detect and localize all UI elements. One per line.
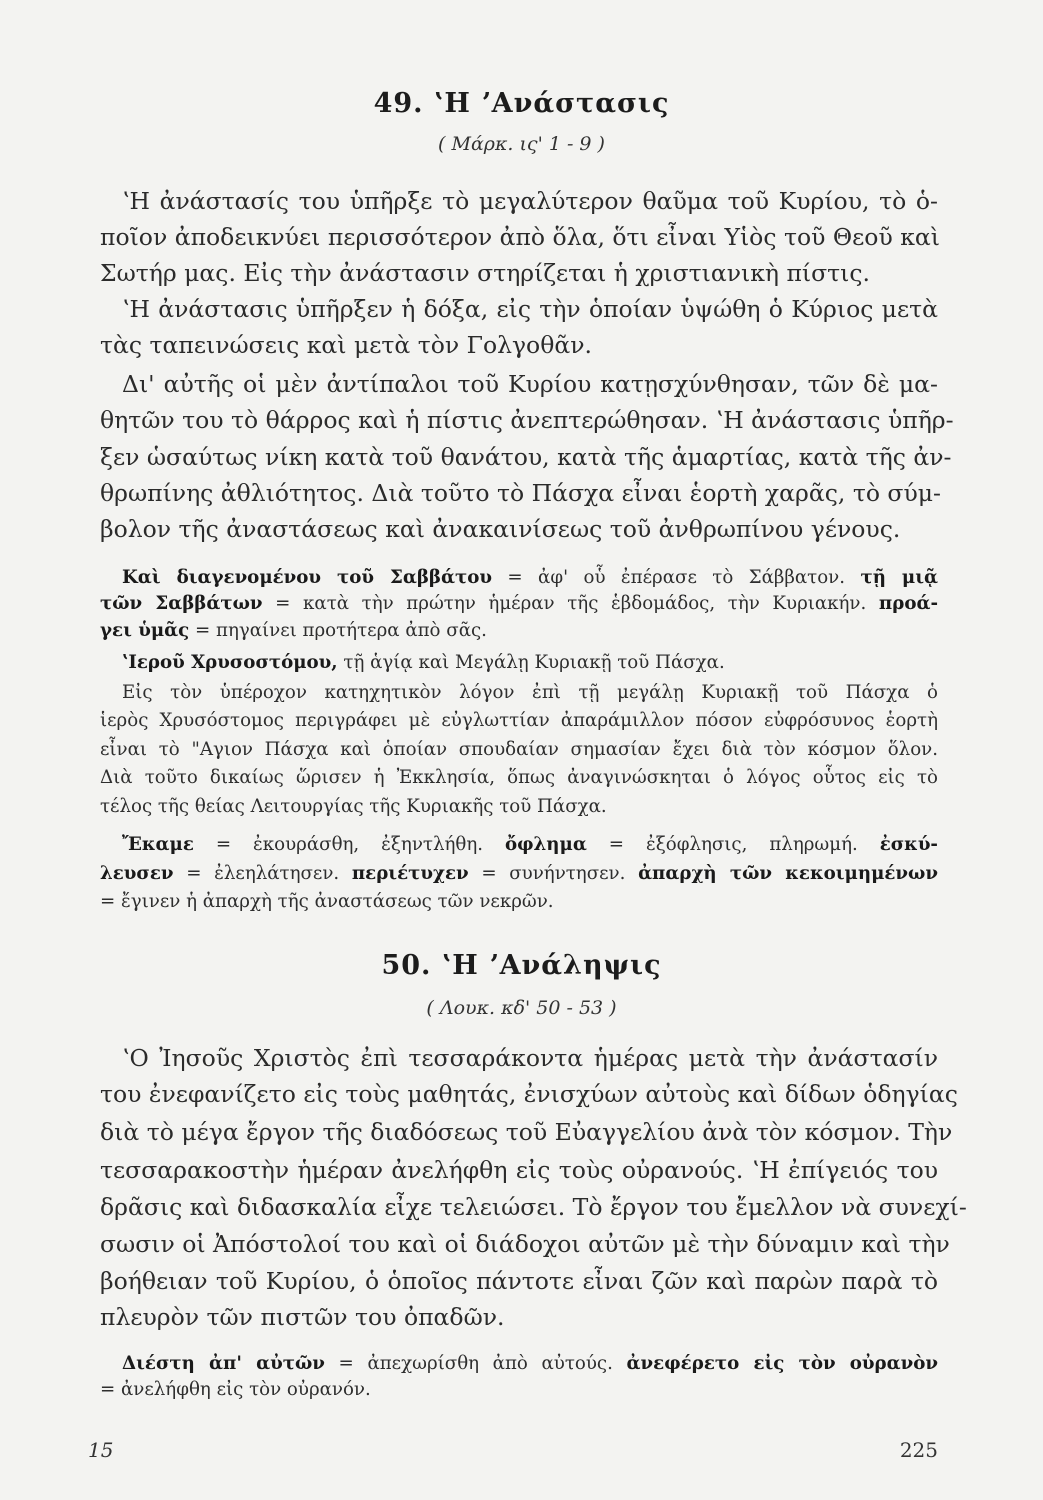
paragraph-line: ποῖον ἀποδεικνύει περισσότερον ἀπὸ ὅλα, ὅτι εἶναι Υἱὸς τοῦ Θεοῦ καὶ [100, 223, 940, 251]
note-line [122, 1352, 938, 1376]
note-definition: = ἀφ' οὗ ἐπέρασε τὸ Σάββατον. [491, 567, 846, 588]
section-50-title: 50. ʽΗ ʼΑνάληψις [381, 950, 662, 981]
paragraph-line: σωσιν οἱ Ἀπόστολοί του καὶ οἱ διάδοχοι αὐτῶν μὲ τὴν δύναμιν καὶ τὴν [100, 1230, 950, 1258]
note-term: ἀνεφέρετο εἰς τὸν οὐρανὸν [626, 1353, 938, 1374]
note-definition: = πηγαίνει προτήτερα ἀπὸ σᾶς. [189, 620, 487, 641]
page-number: 225 [899, 1438, 938, 1462]
note-definition: = ἐξόφλησις, πληρωμή. [586, 834, 880, 855]
note-line [100, 619, 938, 643]
note-line: ἱερὸς Χρυσόστομος περιγράφει μὲ εὐγλωττίαν ἀπαράμιλλον πόσον εὐφρόσυνος ἑορτὴ [100, 710, 938, 731]
note-term: ʽΙεροῦ Χρυσοστόμου, [122, 652, 338, 673]
paragraph-line: ʽΗ ἀνάστασις ὑπῆρξεν ἡ δόξα, εἰς τὴν ὁποίαν ὑψώθη ὁ Κύριος μετὰ [122, 295, 938, 323]
note-term: Ἔκαμε [122, 834, 194, 855]
paragraph-line: τὰς ταπεινώσεις καὶ μετὰ τὸν Γολγοθᾶν. [100, 331, 592, 359]
note-line: Εἰς τὸν ὑπέροχον κατηχητικὸν λόγον ἐπὶ τῇ μεγάλῃ Κυριακῇ τοῦ Πάσχα ὁ [122, 682, 938, 703]
paragraph-line: του ἐνεφανίζετο εἰς τοὺς μαθητάς, ἐνισχύων αὐτοὺς καὶ δίδων ὁδηγίας [100, 1080, 958, 1108]
note-term: περιέτυχεν [351, 863, 469, 884]
paragraph-line: πλευρὸν τῶν πιστῶν του ὀπαδῶν. [100, 1303, 505, 1331]
paragraph-line: τεσσαρακοστὴν ἡμέραν ἀνελήφθη εἰς τοὺς οὐρανούς. ʽΗ ἐπίγειός του [100, 1156, 938, 1184]
note-term: τῇ μιᾷ [860, 567, 938, 588]
paragraph-line: δρᾶσις καὶ διδασκαλία εἶχε τελειώσει. Τὸ ἔργον του ἔμελλον νὰ συνεχί- [100, 1193, 967, 1221]
note-definition: = ἐλεηλάτησεν. [173, 863, 352, 884]
paragraph-line: θητῶν του τὸ θάρρος καὶ ἡ πίστις ἀνεπτερώθησαν. ʽΗ ἀνάστασις ὑπῆρ- [100, 406, 954, 434]
note-definition: = κατὰ τὴν πρώτην ἡμέραν τῆς ἑβδομάδος, τὴν Κυριακήν. [262, 593, 867, 614]
note-line: Διὰ τοῦτο δικαίως ὥρισεν ἡ Ἐκκλησία, ὅπως ἀναγινώσκηται ὁ λόγος οὗτος εἰς τὸ [100, 767, 938, 788]
note-line: εἶναι τὸ "Αγιον Πάσχα καὶ ὁποίαν σπουδαίαν σημασίαν ἔχει διὰ τὸν κόσμον ὅλον. [100, 739, 938, 760]
note-definition: = ἀπεχωρίσθη ἀπὸ αὐτούς. [324, 1353, 627, 1374]
note-term: ἐσκύ- [879, 834, 938, 855]
note-term: λευσεν [100, 863, 174, 884]
note-line: = ἔγινεν ἡ ἀπαρχὴ τῆς ἀναστάσεως τῶν νεκρῶν. [100, 891, 554, 912]
paragraph-line: ξεν ὡσαύτως νίκη κατὰ τοῦ θανάτου, κατὰ τῆς ἁμαρτίας, κατὰ τῆς ἀν- [100, 443, 952, 471]
section-50-reference: ( Λουκ. κδ' 50 - 53 ) [426, 997, 617, 1019]
signature-mark: 15 [88, 1438, 114, 1462]
note-term: ὄφλημα [504, 834, 587, 855]
note-line [122, 651, 938, 675]
section-49-reference: ( Μάρκ. ις' 1 - 9 ) [438, 133, 605, 155]
note-term: προά- [878, 593, 939, 614]
note-line: τέλος τῆς θείας Λειτουργίας τῆς Κυριακῆς τοῦ Πάσχα. [100, 796, 607, 817]
note-term: Διέστη ἀπ' αὐτῶν [122, 1353, 325, 1374]
note-term: Καὶ διαγενομένου τοῦ Σαββάτου [122, 567, 492, 588]
note-line: = ἀνελήφθη εἰς τὸν οὐρανόν. [100, 1379, 371, 1400]
paragraph-line: ʽΟ Ἰησοῦς Χριστὸς ἐπὶ τεσσαράκοντα ἡμέρας μετὰ τὴν ἀνάστασίν [122, 1044, 938, 1072]
section-49-title: 49. ʽΗ ʼΑνάστασις [373, 88, 670, 119]
paragraph-line: διὰ τὸ μέγα ἔργον τῆς διαδόσεως τοῦ Εὐαγγελίου ἀνὰ τὸν κόσμον. Τὴν [100, 1118, 953, 1146]
paragraph-line: βοήθειαν τοῦ Κυρίου, ὁ ὁποῖος πάντοτε εἶναι ζῶν καὶ παρὼν παρὰ τὸ [100, 1267, 938, 1295]
note-term: γει ὑμᾶς [100, 620, 190, 641]
note-line [100, 592, 938, 616]
note-line [122, 566, 938, 590]
note-term: τῶν Σαββάτων [100, 593, 263, 614]
paragraph-line: θρωπίνης ἀθλιότητος. Διὰ τοῦτο τὸ Πάσχα εἶναι ἑορτὴ χαρᾶς, τὸ σύμ- [100, 479, 941, 507]
note-definition: τῇ ἁγίᾳ καὶ Μεγάλῃ Κυριακῇ τοῦ Πάσχα. [337, 652, 725, 673]
note-line [100, 862, 938, 886]
note-line [122, 833, 938, 857]
paragraph-line: Δι' αὐτῆς οἱ μὲν ἀντίπαλοι τοῦ Κυρίου κατῃσχύνθησαν, τῶν δὲ μα- [122, 370, 938, 398]
paragraph-line: βολον τῆς ἀναστάσεως καὶ ἀνακαινίσεως τοῦ ἀνθρωπίνου γένους. [100, 515, 901, 543]
note-definition: = ἐκουράσθη, ἐξηντλήθη. [193, 834, 505, 855]
note-definition: = συνήντησεν. [468, 863, 639, 884]
paragraph-line: ʽΗ ἀνάστασίς του ὑπῆρξε τὸ μεγαλύτερον θαῦμα τοῦ Κυρίου, τὸ ὁ- [122, 187, 938, 215]
paragraph-line: Σωτήρ μας. Εἰς τὴν ἀνάστασιν στηρίζεται ἡ χριστιανικὴ πίστις. [100, 259, 871, 287]
note-term: ἀπαρχὴ τῶν κεκοιμημένων [638, 863, 938, 884]
